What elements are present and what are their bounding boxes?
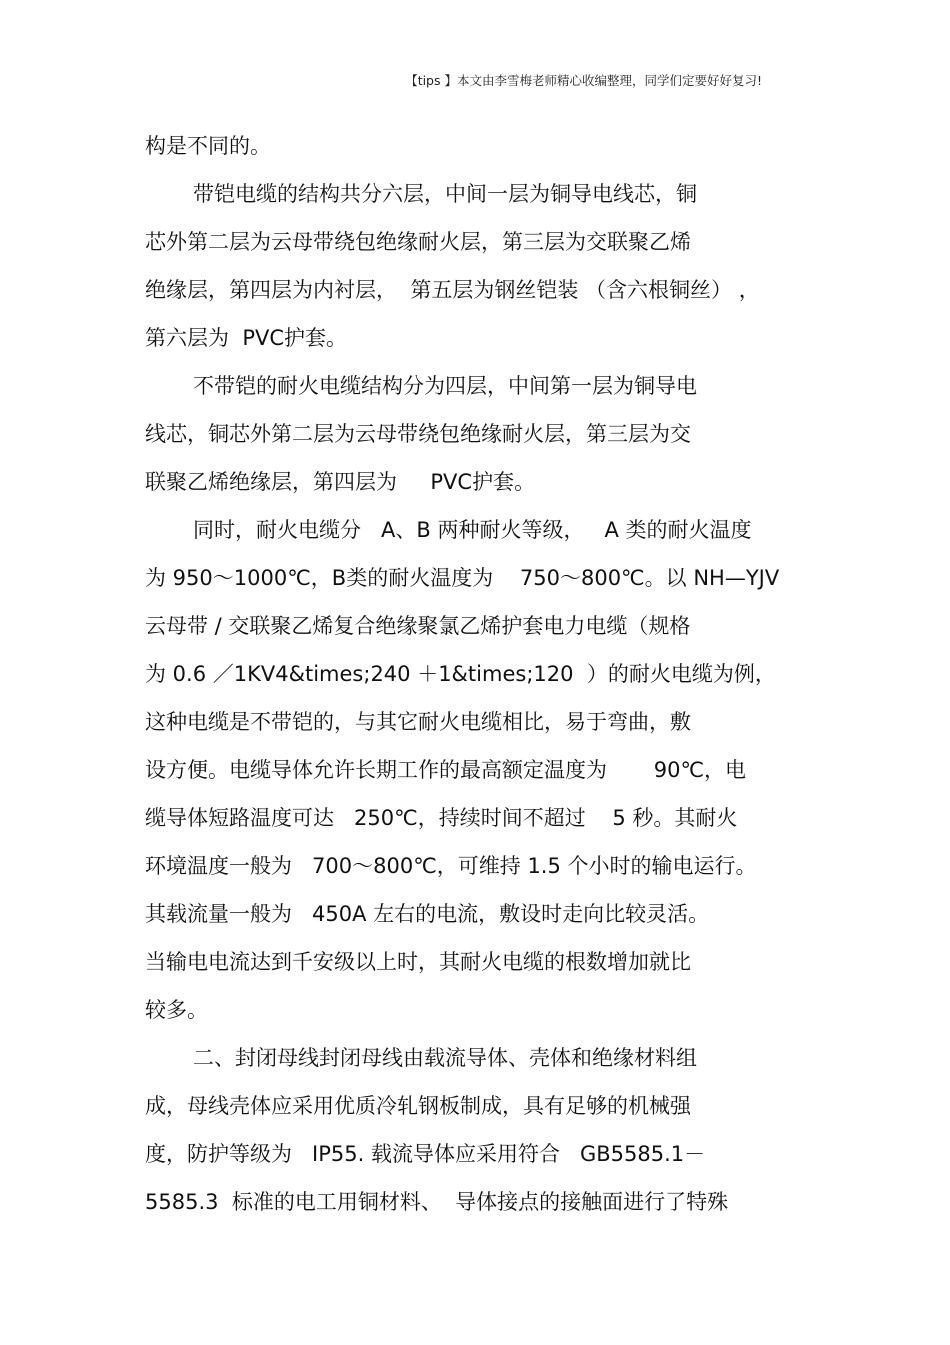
text-line: 度，防护等级为 IP55. 载流导体应采用符合 GB5585.1－ [145,1142,706,1166]
text-line: 云母带 / 交联聚乙烯复合绝缘聚氯乙烯护套电力电缆（规格 [145,614,691,638]
text-line: 不带铠的耐火电缆结构分为四层，中间第一层为铜导电 [193,374,697,398]
text-line: 当输电电流达到千安级以上时，其耐火电缆的根数增加就比 [145,950,691,974]
text-line: 较多。 [145,998,208,1022]
text-line: 绝缘层，第四层为内衬层， 第五层为钢丝铠装 （含六根铜丝） ， [145,278,760,302]
text-line: 成，母线壳体应采用优质冷轧钢板制成，具有足够的机械强 [145,1094,691,1118]
text-line: 5585.3 标准的电工用铜材料、 导体接点的接触面进行了特殊 [145,1190,729,1214]
text-line: 环境温度一般为 700～800℃，可维持 1.5 个小时的输电运行。 [145,854,757,878]
text-line: 同时，耐火电缆分 A、B 两种耐火等级， A 类的耐火温度 [193,518,752,542]
text-line: 线芯，铜芯外第二层为云母带绕包绝缘耐火层，第三层为交 [145,422,691,446]
text-line: 带铠电缆的结构共分六层，中间一层为铜导电线芯，铜 [193,182,697,206]
header-note: 【tips 】本文由李雪梅老师精心收编整理，同学们定要好好复习! [405,73,762,88]
text-line: 第六层为 PVC护套。 [145,326,348,350]
text-line: 缆导体短路温度可达 250℃，持续时间不超过 5 秒。其耐火 [145,806,738,830]
text-line: 为 950～1000℃，B类的耐火温度为 750～800℃。以 NH—YJV [145,566,780,590]
text-line: 这种电缆是不带铠的，与其它耐火电缆相比，易于弯曲，敷 [145,710,691,734]
text-line: 设方便。电缆导体允许长期工作的最高额定温度为 90℃，电 [145,758,747,782]
text-line: 构是不同的。 [145,134,271,158]
text-line: 其载流量一般为 450A 左右的电流，敷设时走向比较灵活。 [145,902,710,926]
text-line: 为 0.6 ／1KV4&times;240 ＋1&times;120 ）的耐火电缆为例， [145,662,776,686]
text-line: 联聚乙烯绝缘层，第四层为 PVC护套。 [145,470,536,494]
text-line: 芯外第二层为云母带绕包绝缘耐火层，第三层为交联聚乙烯 [145,230,691,254]
text-line: 二、封闭母线封闭母线由载流导体、壳体和绝缘材料组 [193,1046,697,1070]
